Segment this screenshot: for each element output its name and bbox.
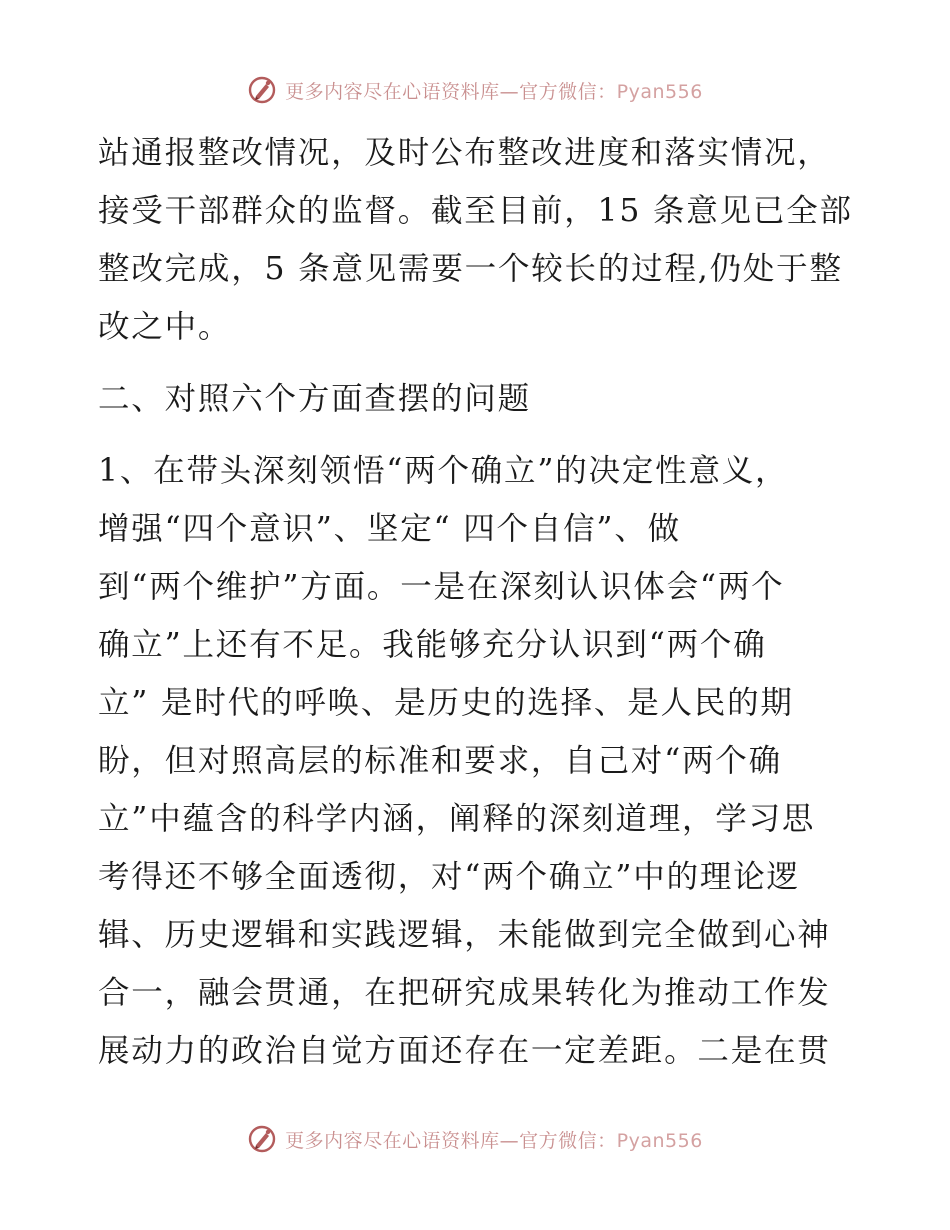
text-line: 接受干部群众的监督。截至目前，15 条意见已全部	[98, 193, 853, 229]
paragraph-3	[98, 442, 858, 1080]
footer-watermark	[0, 1121, 950, 1157]
text-line: 整改完成，5 条意见需要一个较长的过程,仍处于整	[98, 251, 843, 287]
pen-logo-icon	[247, 75, 277, 105]
watermark-text: 更多内容尽在心语资料库—官方微信：Pyan556	[285, 1129, 703, 1152]
text-line: 考得还不够全面透彻，对“两个确立”中的理论逻	[98, 859, 800, 895]
text-line: 改之中。	[98, 309, 232, 345]
text-line: 立”中蕴含的科学内涵，阐释的深刻道理，学习思	[98, 801, 816, 837]
paragraph-1	[98, 124, 858, 356]
heading-line: 二、对照六个方面查摆的问题	[98, 381, 531, 417]
pen-logo-icon	[247, 1124, 277, 1154]
document-body	[98, 124, 858, 1080]
text-line: 站通报整改情况，及时公布整改进度和落实情况，	[98, 135, 831, 171]
watermark-text: 更多内容尽在心语资料库—官方微信：Pyan556	[285, 80, 703, 103]
text-line: 确立”上还有不足。我能够充分认识到“两个确	[98, 627, 767, 663]
text-line: 盼，但对照高层的标准和要求，自己对“两个确	[98, 743, 782, 779]
text-line: 立” 是时代的呼唤、是历史的选择、是人民的期	[98, 685, 794, 721]
header-watermark	[0, 72, 950, 108]
section-heading	[98, 370, 858, 428]
text-line: 辑、历史逻辑和实践逻辑，未能做到完全做到心神	[98, 917, 831, 953]
watermark-id: Pyan556	[616, 80, 703, 103]
text-line: 增强“四个意识”、坚定“ 四个自信”、做	[98, 511, 681, 547]
text-line: 展动力的政治自觉方面还存在一定差距。二是在贯	[98, 1033, 831, 1069]
text-line: 合一，融会贯通，在把研究成果转化为推动工作发	[98, 975, 831, 1011]
watermark-id: Pyan556	[616, 1129, 703, 1152]
text-line: 1、在带头深刻领悟“两个确立”的决定性意义，	[98, 453, 789, 489]
text-line: 到“两个维护”方面。一是在深刻认识体会“两个	[98, 569, 785, 605]
